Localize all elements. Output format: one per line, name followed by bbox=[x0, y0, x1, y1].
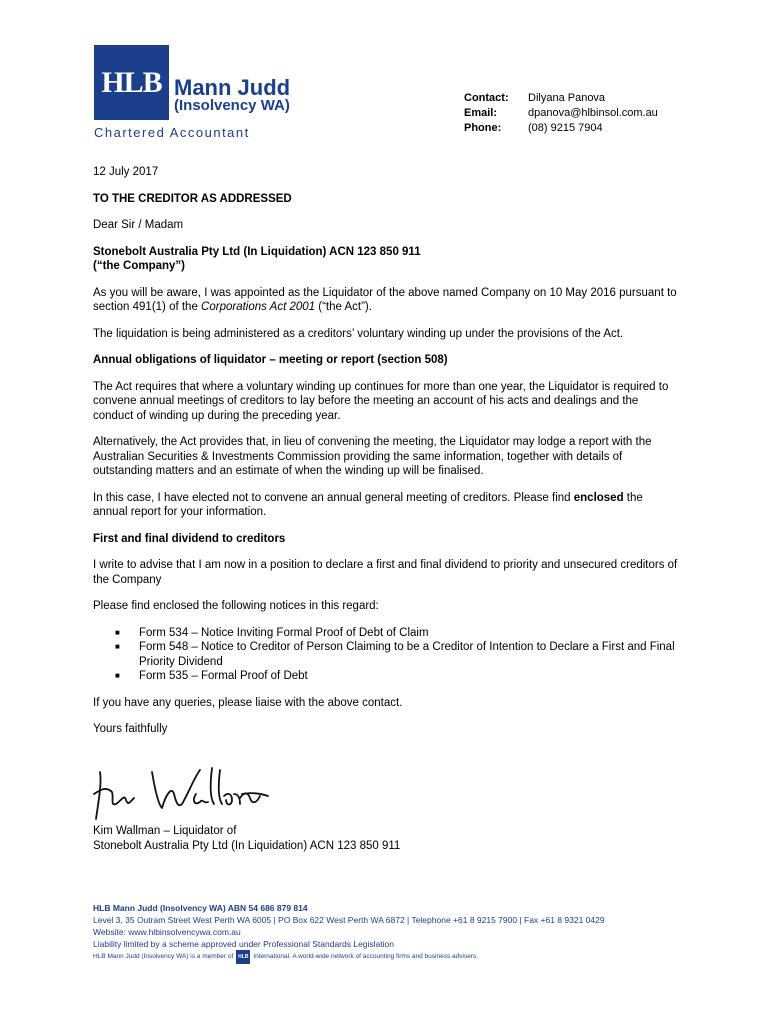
bullet-icon: ■ bbox=[115, 642, 120, 651]
logo-mark: HLB bbox=[94, 45, 169, 120]
membership-text: HLB Mann Judd (Insolvency WA) is a member of bbox=[93, 953, 234, 960]
membership-text: International. A world-wide network of accounting firms and business advisers. bbox=[253, 953, 479, 960]
paragraph-text: As you will be aware, I was appointed as the Liquidator of the above named Company on 10 May 2016 pursuant to section 491(1) of the bbox=[93, 286, 677, 313]
signatory-name: Kim Wallman – Liquidator of bbox=[93, 825, 237, 837]
subject-line-2: (“the Company”) bbox=[93, 260, 185, 272]
contact-row bbox=[464, 91, 658, 106]
logo-tagline: Chartered Accountant bbox=[94, 125, 250, 140]
contact-block bbox=[464, 91, 658, 136]
footer-address: Level 3, 35 Outram Street West Perth WA 6005 | PO Box 622 West Perth WA 6872 | Telephone +61 8 9215 7900 | Fax +61 8 9321 0429 bbox=[93, 915, 605, 925]
list-item-text: Form 548 – Notice to Creditor of Person Claiming to be a Creditor of Intention to Declare a First and Final Priority Dividend bbox=[139, 641, 675, 668]
phone-value: (08) 9215 7904 bbox=[528, 122, 603, 134]
list-item bbox=[93, 640, 680, 669]
email-link[interactable]: dpanova@hlbinsol.com.au bbox=[528, 107, 658, 119]
footer-liability: Liability limited by a scheme approved under Professional Standards Legislation bbox=[93, 939, 394, 949]
list-item bbox=[93, 626, 680, 641]
list-item-text: Form 535 – Formal Proof of Debt bbox=[139, 670, 308, 682]
phone-label: Phone: bbox=[464, 122, 502, 134]
bullet-icon: ■ bbox=[115, 671, 120, 680]
letter-body bbox=[93, 165, 680, 749]
heading-dividend: First and final dividend to creditors bbox=[93, 532, 286, 545]
logo-subtitle: (Insolvency WA) bbox=[174, 97, 290, 114]
paragraph-appointment bbox=[93, 286, 680, 315]
footer-entity: HLB Mann Judd (Insolvency WA) ABN 54 686 879 814 bbox=[93, 903, 308, 913]
email-label: Email: bbox=[464, 107, 498, 119]
list-item bbox=[93, 669, 680, 684]
heading-annual-obligations: Annual obligations of liquidator – meeting or report (section 508) bbox=[93, 354, 448, 366]
paragraph-dividend: I write to advise that I am now in a position to declare a first and final dividend to priority and unsecured creditors of the Company bbox=[93, 559, 678, 586]
email-row bbox=[464, 106, 658, 121]
paragraph-text: In this case, I have elected not to convene an annual general meeting of creditors. Please find bbox=[93, 491, 574, 504]
act-name: Corporations Act 2001 bbox=[201, 301, 316, 313]
paragraph-text: (“the Act”). bbox=[315, 301, 372, 313]
hlb-mini-logo: HLB bbox=[236, 950, 250, 964]
footer-membership bbox=[93, 950, 605, 964]
paragraph-elected bbox=[93, 491, 680, 520]
phone-row bbox=[464, 121, 658, 136]
paragraph-queries: If you have any queries, please liaise with the above contact. bbox=[93, 696, 403, 709]
letter-date: 12 July 2017 bbox=[93, 166, 159, 178]
paragraph-administration: The liquidation is being administered as a creditors’ voluntary winding up under the provisions of the Act. bbox=[93, 327, 624, 340]
enclosed-emphasis: enclosed bbox=[573, 491, 624, 504]
contact-label: Contact: bbox=[464, 92, 509, 104]
closing: Yours faithfully bbox=[93, 723, 168, 735]
contact-value: Dilyana Panova bbox=[528, 92, 606, 104]
handwritten-signature bbox=[92, 764, 272, 824]
paragraph-alternative: Alternatively, the Act provides that, in lieu of convening the meeting, the Liquidator may lodge a report with the Australian Securities & Investments Commission providing the same information, together with details of outstanding matters and an estimate of when the winding up will be finalised. bbox=[93, 436, 652, 477]
subject bbox=[93, 245, 680, 274]
logo-name: Mann Judd bbox=[174, 75, 291, 100]
signature-block bbox=[93, 824, 400, 853]
paragraph-notices: Please find enclosed the following notices in this regard: bbox=[93, 600, 379, 612]
notices-list bbox=[93, 626, 680, 684]
signatory-company: Stonebolt Australia Pty Ltd (In Liquidation) ACN 123 850 911 bbox=[93, 839, 401, 852]
paragraph-act-requirement: The Act requires that where a voluntary winding up continues for more than one year, the Liquidator is required to convene annual meetings of creditors to lay before the meeting an account of his acts and dealings and the conduct of winding up during the preceding year. bbox=[93, 380, 669, 422]
salutation: Dear Sir / Madam bbox=[93, 219, 184, 231]
bullet-icon: ■ bbox=[115, 627, 120, 637]
company-logo bbox=[94, 45, 334, 145]
footer-website[interactable]: Website: www.hlbinsolvencywa.com.au bbox=[93, 927, 241, 937]
letter-footer bbox=[93, 902, 605, 964]
list-item-text: Form 534 – Notice Inviting Formal Proof of Debt of Claim bbox=[139, 626, 429, 639]
subject-line-1: Stonebolt Australia Pty Ltd (In Liquidation) ACN 123 850 911 bbox=[93, 245, 421, 258]
addressee: TO THE CREDITOR AS ADDRESSED bbox=[93, 192, 292, 205]
paragraph-text: the annual report for your information. bbox=[93, 491, 643, 518]
